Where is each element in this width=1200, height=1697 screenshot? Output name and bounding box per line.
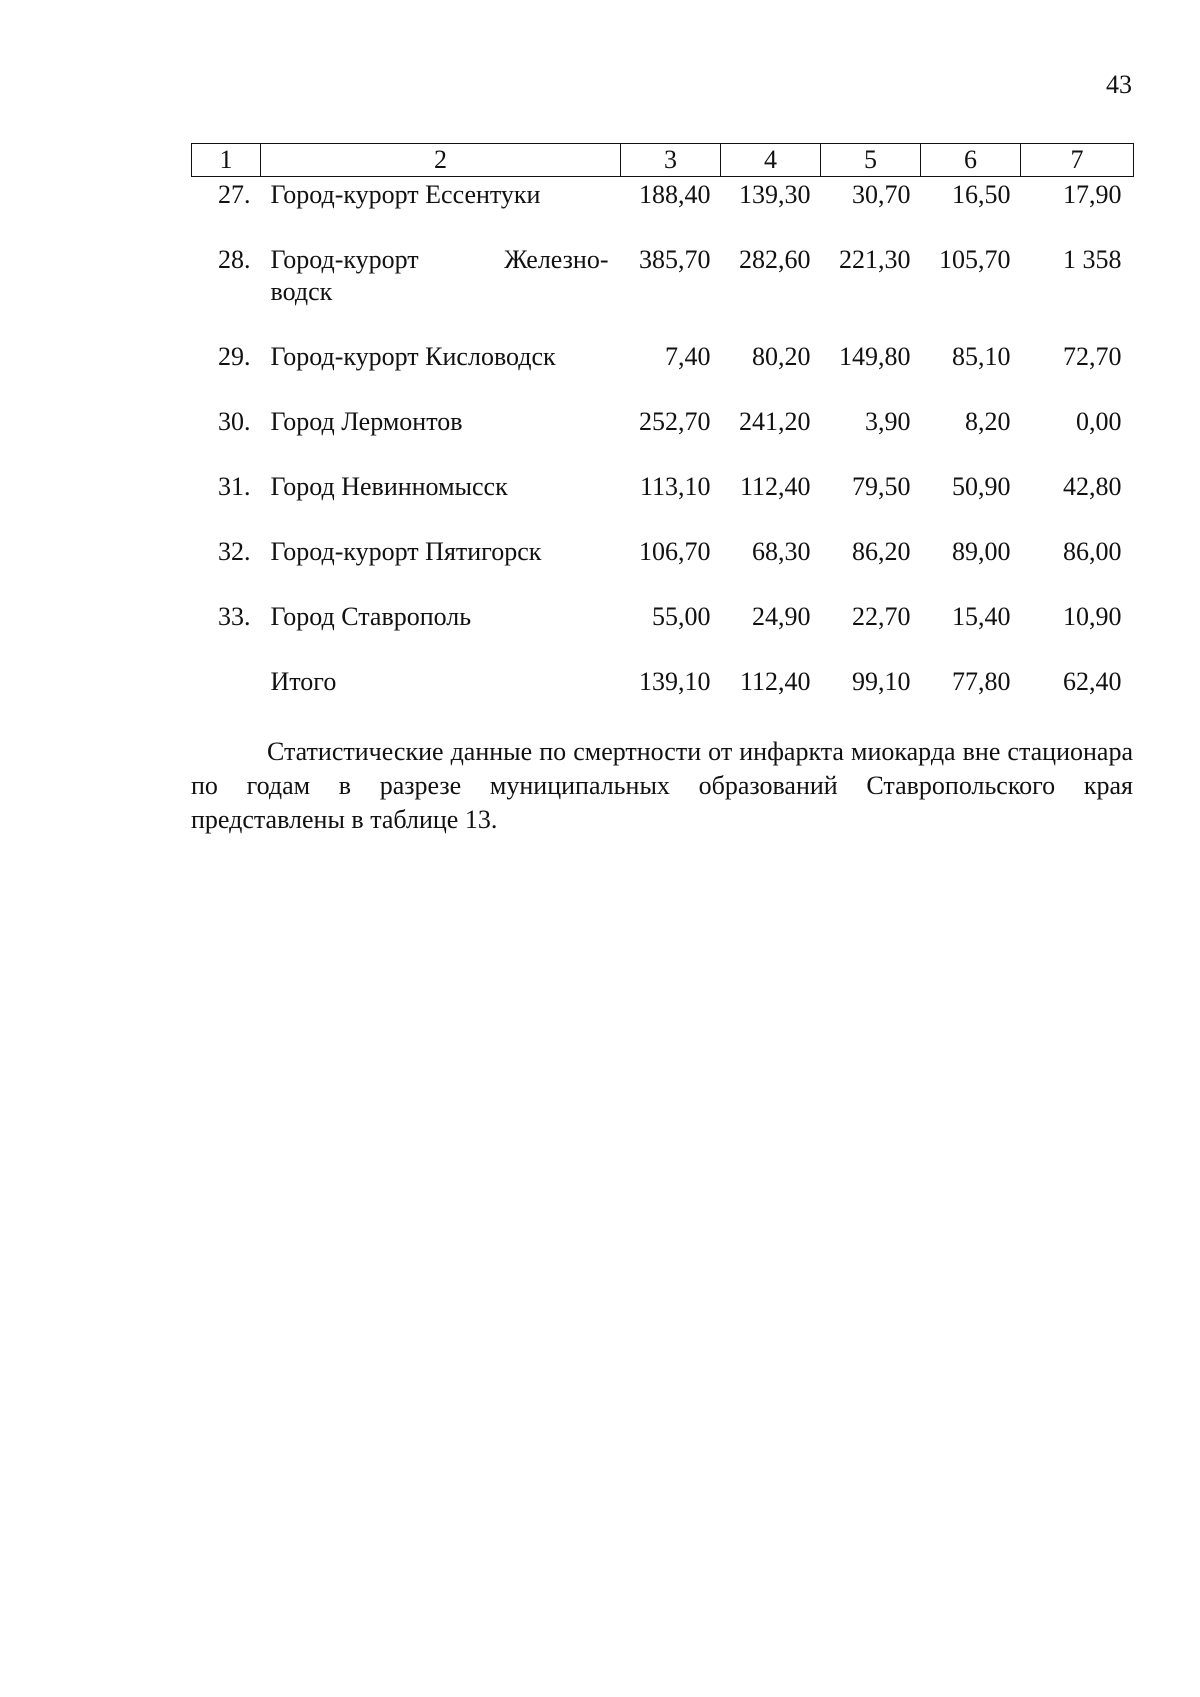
cell-value: 17,90 bbox=[1063, 180, 1122, 209]
cell-value: 15,40 bbox=[952, 602, 1011, 631]
column-header: 7 bbox=[1021, 144, 1134, 177]
cell-value: 22,70 bbox=[852, 602, 911, 631]
cell-value: 139,10 bbox=[639, 667, 711, 696]
row-number: 28. bbox=[218, 245, 251, 274]
cell-value: 86,20 bbox=[852, 537, 911, 566]
cell-value: 221,30 bbox=[839, 245, 911, 274]
cell-value: 252,70 bbox=[639, 407, 711, 436]
cell-value: 79,50 bbox=[852, 472, 911, 501]
cell-value: 1 358 bbox=[1063, 245, 1122, 274]
column-header: 4 bbox=[721, 144, 821, 177]
cell-value: 62,40 bbox=[1063, 667, 1122, 696]
cell-value: 85,10 bbox=[952, 342, 1011, 371]
cell-value: 55,00 bbox=[652, 602, 711, 631]
table-row bbox=[192, 601, 1134, 666]
row-name: Город-курорт Пятигорск bbox=[270, 537, 542, 566]
row-name: Итого bbox=[270, 667, 337, 696]
cell-value: 241,20 bbox=[739, 407, 811, 436]
cell-value: 385,70 bbox=[639, 245, 711, 274]
page-number: 43 bbox=[1106, 70, 1132, 99]
table-header-row bbox=[192, 144, 1134, 177]
column-header: 1 bbox=[192, 144, 261, 177]
cell-value: 113,10 bbox=[639, 472, 711, 501]
cell-value: 50,90 bbox=[952, 472, 1011, 501]
cell-value: 282,60 bbox=[739, 245, 811, 274]
data-table bbox=[191, 143, 1134, 731]
row-number: 31. bbox=[218, 472, 251, 501]
row-name: Город Невинномысск bbox=[270, 472, 508, 501]
cell-value: 30,70 bbox=[852, 180, 911, 209]
row-name-line-2: водск bbox=[270, 277, 333, 306]
row-name-line-1: Город-курорт Железно- bbox=[270, 245, 609, 274]
column-header: 6 bbox=[921, 144, 1021, 177]
table-row bbox=[192, 341, 1134, 406]
cell-value: 112,40 bbox=[739, 472, 811, 501]
body-paragraph: Статистические данные по смертности от инфаркта миокарда вне стационара по годам в разрезе муниципальных образований Ставропольского края представлены в таблице 13. bbox=[191, 737, 1133, 834]
cell-value: 7,40 bbox=[665, 342, 711, 371]
cell-value: 149,80 bbox=[839, 342, 911, 371]
cell-value: 188,40 bbox=[639, 180, 711, 209]
cell-value: 112,40 bbox=[739, 667, 811, 696]
cell-value: 106,70 bbox=[639, 537, 711, 566]
table-row-total bbox=[192, 666, 1134, 731]
row-name: Город-курорт Ессентуки bbox=[270, 180, 541, 209]
cell-value: 68,30 bbox=[752, 537, 811, 566]
table-row bbox=[192, 244, 1134, 341]
cell-value: 77,80 bbox=[952, 667, 1011, 696]
cell-value: 8,20 bbox=[965, 407, 1011, 436]
row-number bbox=[192, 666, 261, 731]
row-name bbox=[261, 244, 621, 341]
row-number: 32. bbox=[218, 537, 251, 566]
cell-value: 10,90 bbox=[1063, 602, 1122, 631]
row-name: Город Лермонтов bbox=[270, 407, 463, 436]
cell-value: 3,90 bbox=[865, 407, 911, 436]
cell-value: 105,70 bbox=[939, 245, 1011, 274]
row-name: Город Ставрополь bbox=[270, 602, 472, 631]
cell-value: 16,50 bbox=[952, 180, 1011, 209]
column-header: 2 bbox=[261, 144, 621, 177]
row-number: 30. bbox=[218, 407, 251, 436]
table-row bbox=[192, 406, 1134, 471]
row-number: 33. bbox=[218, 602, 251, 631]
column-header: 5 bbox=[821, 144, 921, 177]
cell-value: 72,70 bbox=[1063, 342, 1122, 371]
cell-value: 89,00 bbox=[952, 537, 1011, 566]
table-row bbox=[192, 177, 1134, 245]
cell-value: 0,00 bbox=[1076, 407, 1122, 436]
cell-value: 86,00 bbox=[1063, 537, 1122, 566]
table-row bbox=[192, 471, 1134, 536]
row-number: 27. bbox=[218, 180, 251, 209]
cell-value: 24,90 bbox=[752, 602, 811, 631]
cell-value: 139,30 bbox=[739, 180, 811, 209]
column-header: 3 bbox=[621, 144, 721, 177]
cell-value: 42,80 bbox=[1063, 472, 1122, 501]
row-number: 29. bbox=[218, 342, 251, 371]
table-row bbox=[192, 536, 1134, 601]
cell-value: 99,10 bbox=[852, 667, 911, 696]
row-name: Город-курорт Кисловодск bbox=[270, 342, 556, 371]
cell-value: 80,20 bbox=[752, 342, 811, 371]
